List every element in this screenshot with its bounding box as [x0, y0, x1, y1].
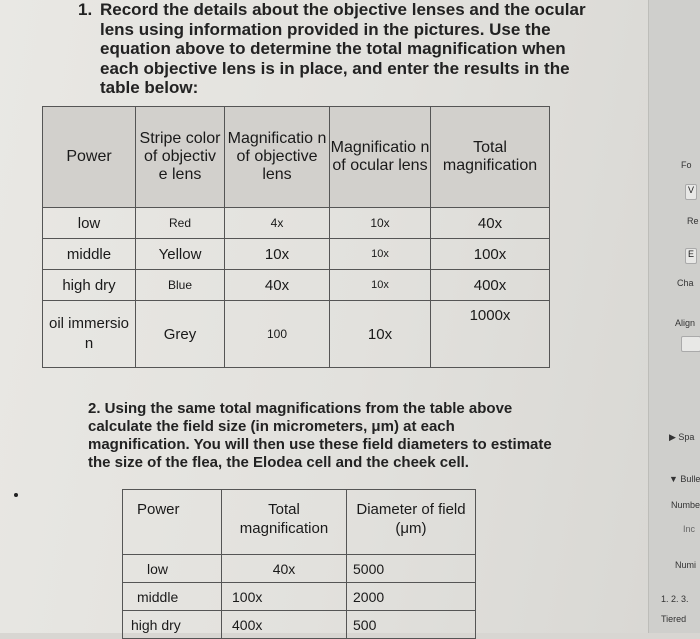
cell-total: 400x [431, 270, 550, 301]
header-total-magnification: Total magnification [222, 490, 347, 555]
cell-total: 40x [431, 208, 550, 239]
sidebar-button-e[interactable]: E [685, 248, 697, 264]
cell-power: middle [43, 239, 136, 270]
header-ocular-magnification: Magnificatio n of ocular lens [330, 107, 431, 208]
cell-ocular: 10x [330, 270, 431, 301]
sidebar-item-character[interactable]: Cha [677, 278, 694, 288]
table-row [43, 208, 550, 239]
cell-stripe-color: Red [136, 208, 225, 239]
question-1 [78, 0, 598, 98]
sidebar-item-numbering[interactable]: Numi [675, 560, 697, 570]
cell-total-magnification: 400x [222, 611, 347, 639]
cell-power: low [43, 208, 136, 239]
cell-total-magnification: 40x [222, 555, 347, 583]
header-power: Power [123, 490, 222, 555]
cell-power: low [123, 555, 222, 583]
disclosure-triangle-icon: ▶ [669, 432, 679, 442]
cell-power: oil immersio n [43, 301, 136, 368]
question-2-text: 2. Using the same total magnifications from the table above calculate the field size (in micrometers, μm) at each magnification. You will then use these field diameters to estimate the size of the flea, the Elodea cell and the cheek cell. [88, 400, 552, 471]
table-row [123, 555, 476, 583]
header-stripe-color: Stripe color of objectiv e lens [136, 107, 225, 208]
header-objective-magnification: Magnificatio n of objective lens [225, 107, 330, 208]
cell-power: middle [123, 583, 222, 611]
cell-total-magnification: 100x [222, 583, 347, 611]
sidebar-item-re[interactable]: Re [687, 216, 699, 226]
table-header-row [43, 107, 550, 208]
disclosure-triangle-icon: ▼ [669, 474, 681, 484]
field-diameter-table [122, 489, 476, 639]
header-total-magnification: Total magnification [431, 107, 550, 208]
bullet-dot [14, 493, 18, 497]
table-row [43, 270, 550, 301]
sidebar-align-button[interactable] [681, 336, 700, 352]
header-power: Power [43, 107, 136, 208]
cell-ocular: 10x [330, 239, 431, 270]
question-1-text: Record the details about the objective lenses and the ocular lens using information provided in the pictures. Use the equation above to determine the total magnification when each objective lens is in place, and enter the results in the table below: [100, 0, 586, 97]
sidebar-item-indent[interactable]: Inc [683, 524, 696, 534]
cell-field-diameter: 5000 [347, 555, 476, 583]
cell-power: high dry [43, 270, 136, 301]
table-row [43, 301, 550, 368]
table-row [43, 239, 550, 270]
cell-ocular: 10x [330, 208, 431, 239]
formatting-sidebar [648, 0, 700, 633]
cell-objective: 40x [225, 270, 330, 301]
cell-field-diameter: 2000 [347, 583, 476, 611]
table-row [123, 611, 476, 639]
sidebar-item-bullets[interactable]: ▼ Bulle [669, 474, 700, 484]
table-header-row [123, 490, 476, 555]
cell-objective: 4x [225, 208, 330, 239]
cell-objective: 100 [225, 301, 330, 368]
sidebar-item-tiered[interactable]: Tiered [661, 614, 687, 624]
cell-objective: 10x [225, 239, 330, 270]
cell-total: 1000x [431, 301, 550, 368]
sidebar-button-v[interactable]: V [685, 184, 697, 200]
cell-power: high dry [123, 611, 222, 639]
cell-stripe-color: Yellow [136, 239, 225, 270]
sidebar-item-spacing[interactable]: ▶ Spa [669, 432, 695, 442]
sidebar-item-numbered[interactable]: Numbe [671, 500, 700, 510]
header-field-diameter: Diameter of field (μm) [347, 490, 476, 555]
cell-total: 100x [431, 239, 550, 270]
cell-field-diameter: 500 [347, 611, 476, 639]
cell-stripe-color: Blue [136, 270, 225, 301]
cell-stripe-color: Grey [136, 301, 225, 368]
sidebar-item-font[interactable]: Fo [681, 160, 692, 170]
table-row [123, 583, 476, 611]
cell-ocular: 10x [330, 301, 431, 368]
question-1-number: 1. [78, 0, 93, 19]
magnification-table [42, 106, 550, 368]
sidebar-item-list-style[interactable]: 1. 2. 3. [661, 594, 689, 604]
sidebar-item-align[interactable]: Align [675, 318, 696, 328]
